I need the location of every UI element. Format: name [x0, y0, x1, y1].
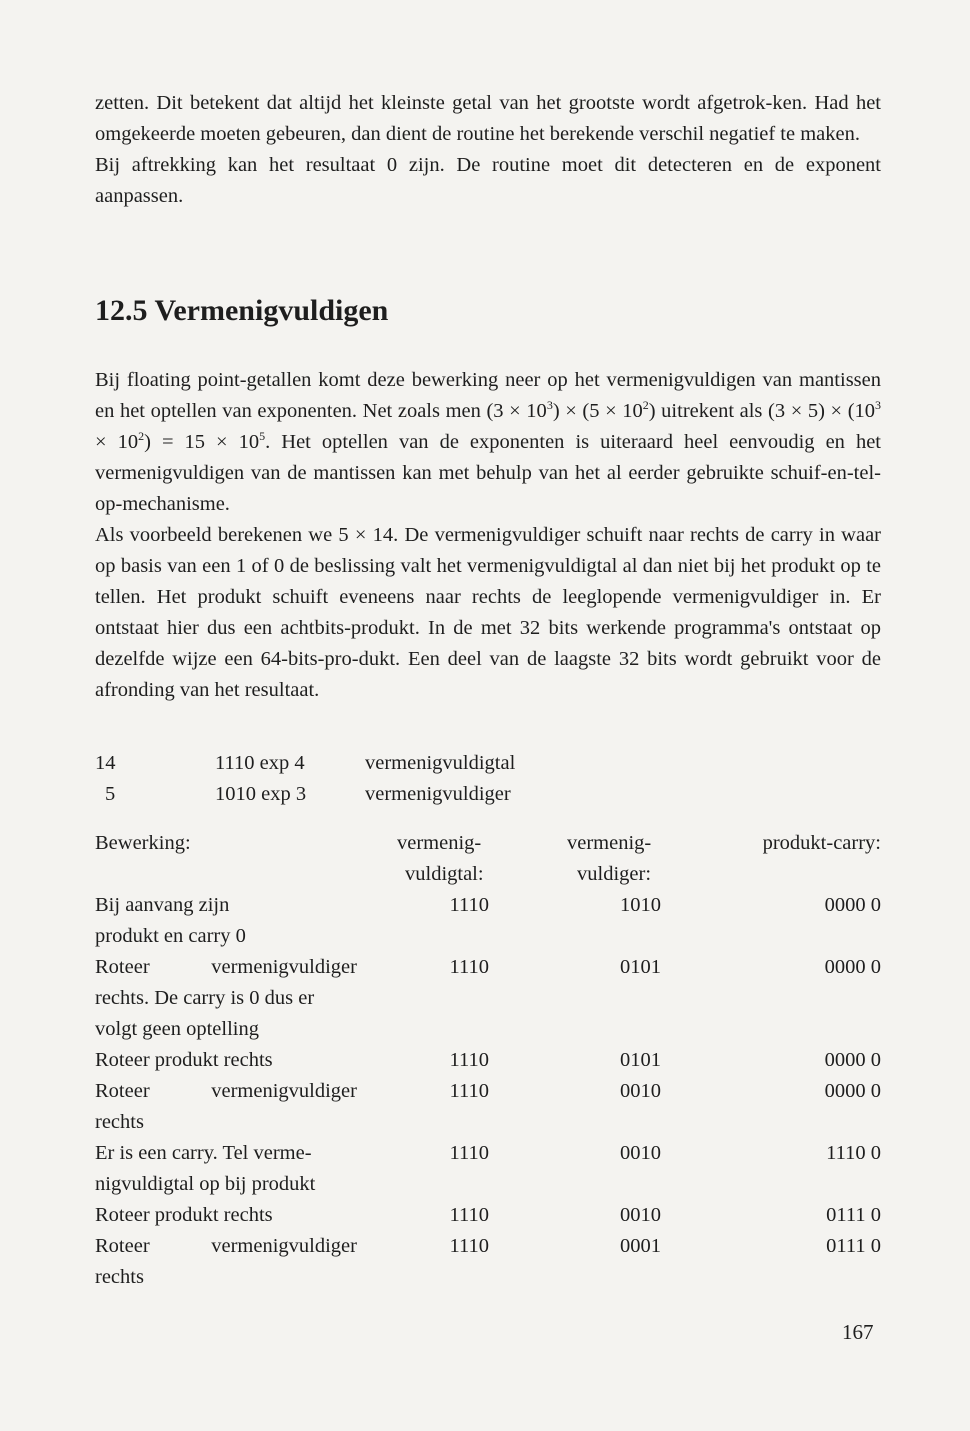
example-role: vermenigvuldiger: [365, 783, 511, 805]
header-product-carry: produkt-carry:: [762, 832, 881, 854]
intro-text: [95, 88, 881, 212]
header-multiplicand: vermenig- vuldigtal:: [397, 832, 484, 885]
example-row: [95, 779, 515, 810]
table-row: Er is een carry. Tel verme- nigvuldigtal op bij produkt 1110 0010 1110 0: [95, 1142, 881, 1195]
table-row: Bij aanvang zijn produkt en carry 0 1110 1010 0000 0: [95, 894, 881, 947]
table-row: Roteer vermenigvuldiger rechts 1110 0001 0111 0: [95, 1235, 881, 1288]
intro-paragraph-1: zetten. Dit betekent dat altijd het kleinste getal van het grootste wordt afgetrok-ken. Had het omgekeerde moeten gebeuren, dan dient de routine het berekende verschil negatief te maken.: [95, 92, 881, 145]
header-operation: Bewerking:: [95, 832, 191, 854]
example-binary: 1110 exp 4: [215, 752, 305, 774]
table-header: [95, 828, 881, 890]
example-decimal: 5: [105, 783, 116, 805]
intro-paragraph-2: Bij aftrekking kan het resultaat 0 zijn. De routine moet dit detecteren en de exponent aanpassen.: [95, 154, 881, 207]
multiplication-table: [95, 828, 881, 1293]
section-paragraph-2: Als voorbeeld berekenen we 5 × 14. De vermenigvuldiger schuift naar rechts de carry in waar op basis van een 1 of 0 de beslissing valt het vermenigvuldigtal al dan niet bij het produkt op te tellen. Het produkt schuift eveneens naar rechts de leeglopende vermenigvuldiger in. Er ontstaat hier dus een achtbits-produkt. In de met 32 bits werkende programma's ontstaat op dezelfde wijze een 64-bits-pro-dukt. Een deel van de laagste 32 bits wordt gebruikt voor de afronding van het resultaat.: [95, 524, 881, 701]
example-binary: 1010 exp 3: [215, 783, 307, 805]
example-role: vermenigvuldigtal: [365, 752, 516, 774]
example-decimal: 14: [95, 752, 116, 774]
example-row: [95, 748, 515, 779]
table-row: Roteer vermenigvuldiger rechts 1110 0010 0000 0: [95, 1080, 881, 1133]
section-body: [95, 365, 881, 706]
header-multiplier: vermenig- vuldiger:: [567, 832, 652, 885]
section-paragraph-1: Bij floating point-getallen komt deze bewerking neer op het vermenigvuldigen van mantissen en het optellen van exponenten. Net zoals men $(3 \times 10^3) \times (5 \times 10^2)$ uitrekent als $(3 \times 5) \times (10^3 \times 10^2) = 15 \times 10^5$. Het optellen van de exponenten is uiteraard heel eenvoudig en het vermenigvuldigen van de mantissen kan met behulp van het al eerder gebruikte schuif-en-tel-op-mechanisme.: [95, 369, 882, 515]
table-row: Roteer produkt rechts 1110 0101 0000 0: [95, 1049, 881, 1071]
example-operands: [95, 748, 515, 810]
table-row: Roteer vermenigvuldiger rechts. De carry is 0 dus er volgt geen optelling 1110 0101 0000 0: [95, 956, 881, 1040]
table-row: Roteer produkt rechts 1110 0010 0111 0: [95, 1204, 881, 1226]
page-number: 167: [842, 1320, 874, 1344]
section-title: 12.5 Vermenigvuldigen: [95, 294, 389, 327]
